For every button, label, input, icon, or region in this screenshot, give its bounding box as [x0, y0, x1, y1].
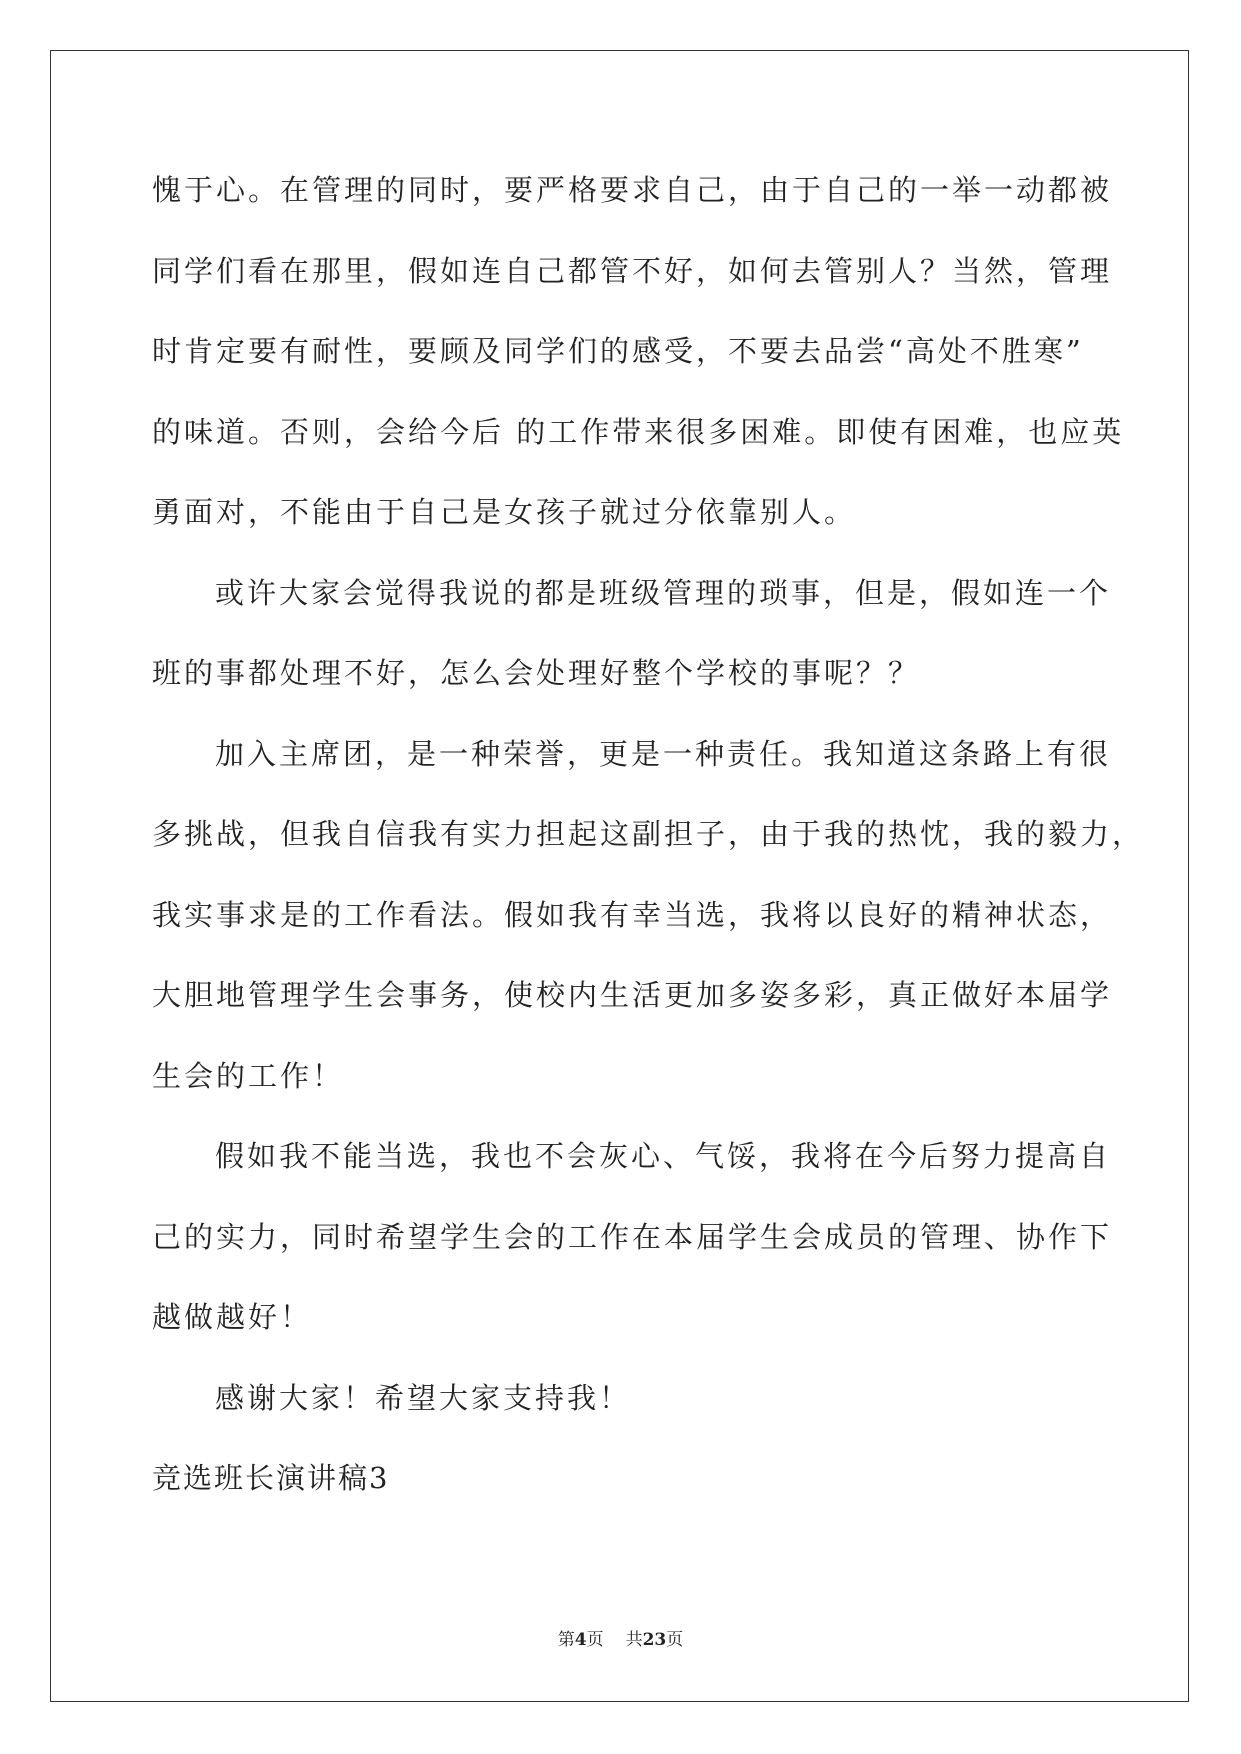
body-line: 的味道。否则，会给今后 的工作带来很多困难。即使有困难，也应英 — [152, 415, 1125, 449]
section-heading: 竞选班长演讲稿3 — [152, 1461, 390, 1495]
body-line: 己的实力，同时希望学生会的工作在本届学生会成员的管理、协作下 — [152, 1220, 1113, 1254]
page-footer — [0, 1628, 1241, 1652]
body-line-paragraph-start: 感谢大家！希望大家支持我！ — [215, 1381, 632, 1415]
body-line: 我实事求是的工作看法。假如我有幸当选，我将以良好的精神状态， — [152, 898, 1113, 932]
body-line: 同学们看在那里，假如连自己都管不好，如何去管别人？当然，管理 — [152, 254, 1113, 288]
footer-total-prefix: 共 — [625, 1630, 643, 1650]
body-line: 勇面对，不能由于自己是女孩子就过分依靠别人。 — [152, 495, 857, 529]
body-line: 时肯定要有耐性，要顾及同学们的感受，不要去品尝“高处不胜寒” — [152, 334, 1084, 368]
current-page-number: 4 — [574, 1630, 587, 1650]
page-frame — [50, 50, 1189, 1702]
body-line: 愧于心。在管理的同时，要严格要求自己，由于自己的一举一动都被 — [152, 173, 1113, 207]
body-line: 大胆地管理学生会事务，使校内生活更加多姿多彩，真正做好本届学 — [152, 978, 1113, 1012]
footer-total-suffix: 页 — [666, 1630, 684, 1650]
footer-prefix: 第 — [557, 1630, 575, 1650]
body-line: 越做越好！ — [152, 1300, 313, 1334]
body-line-paragraph-start: 假如我不能当选，我也不会灰心、气馁，我将在今后努力提高自 — [215, 1139, 1112, 1173]
total-page-count: 23 — [642, 1630, 667, 1650]
body-line-paragraph-start: 或许大家会觉得我说的都是班级管理的琐事，但是，假如连一个 — [215, 576, 1112, 610]
body-line: 生会的工作！ — [152, 1059, 345, 1093]
footer-page-suffix: 页 — [586, 1630, 604, 1650]
body-line-paragraph-start: 加入主席团，是一种荣誉，更是一种责任。我知道这条路上有很 — [215, 737, 1112, 771]
body-line: 班的事都处理不好，怎么会处理好整个学校的事呢？？ — [152, 656, 921, 690]
body-line: 多挑战，但我自信我有实力担起这副担子，由于我的热忱，我的毅力， — [152, 817, 1145, 851]
